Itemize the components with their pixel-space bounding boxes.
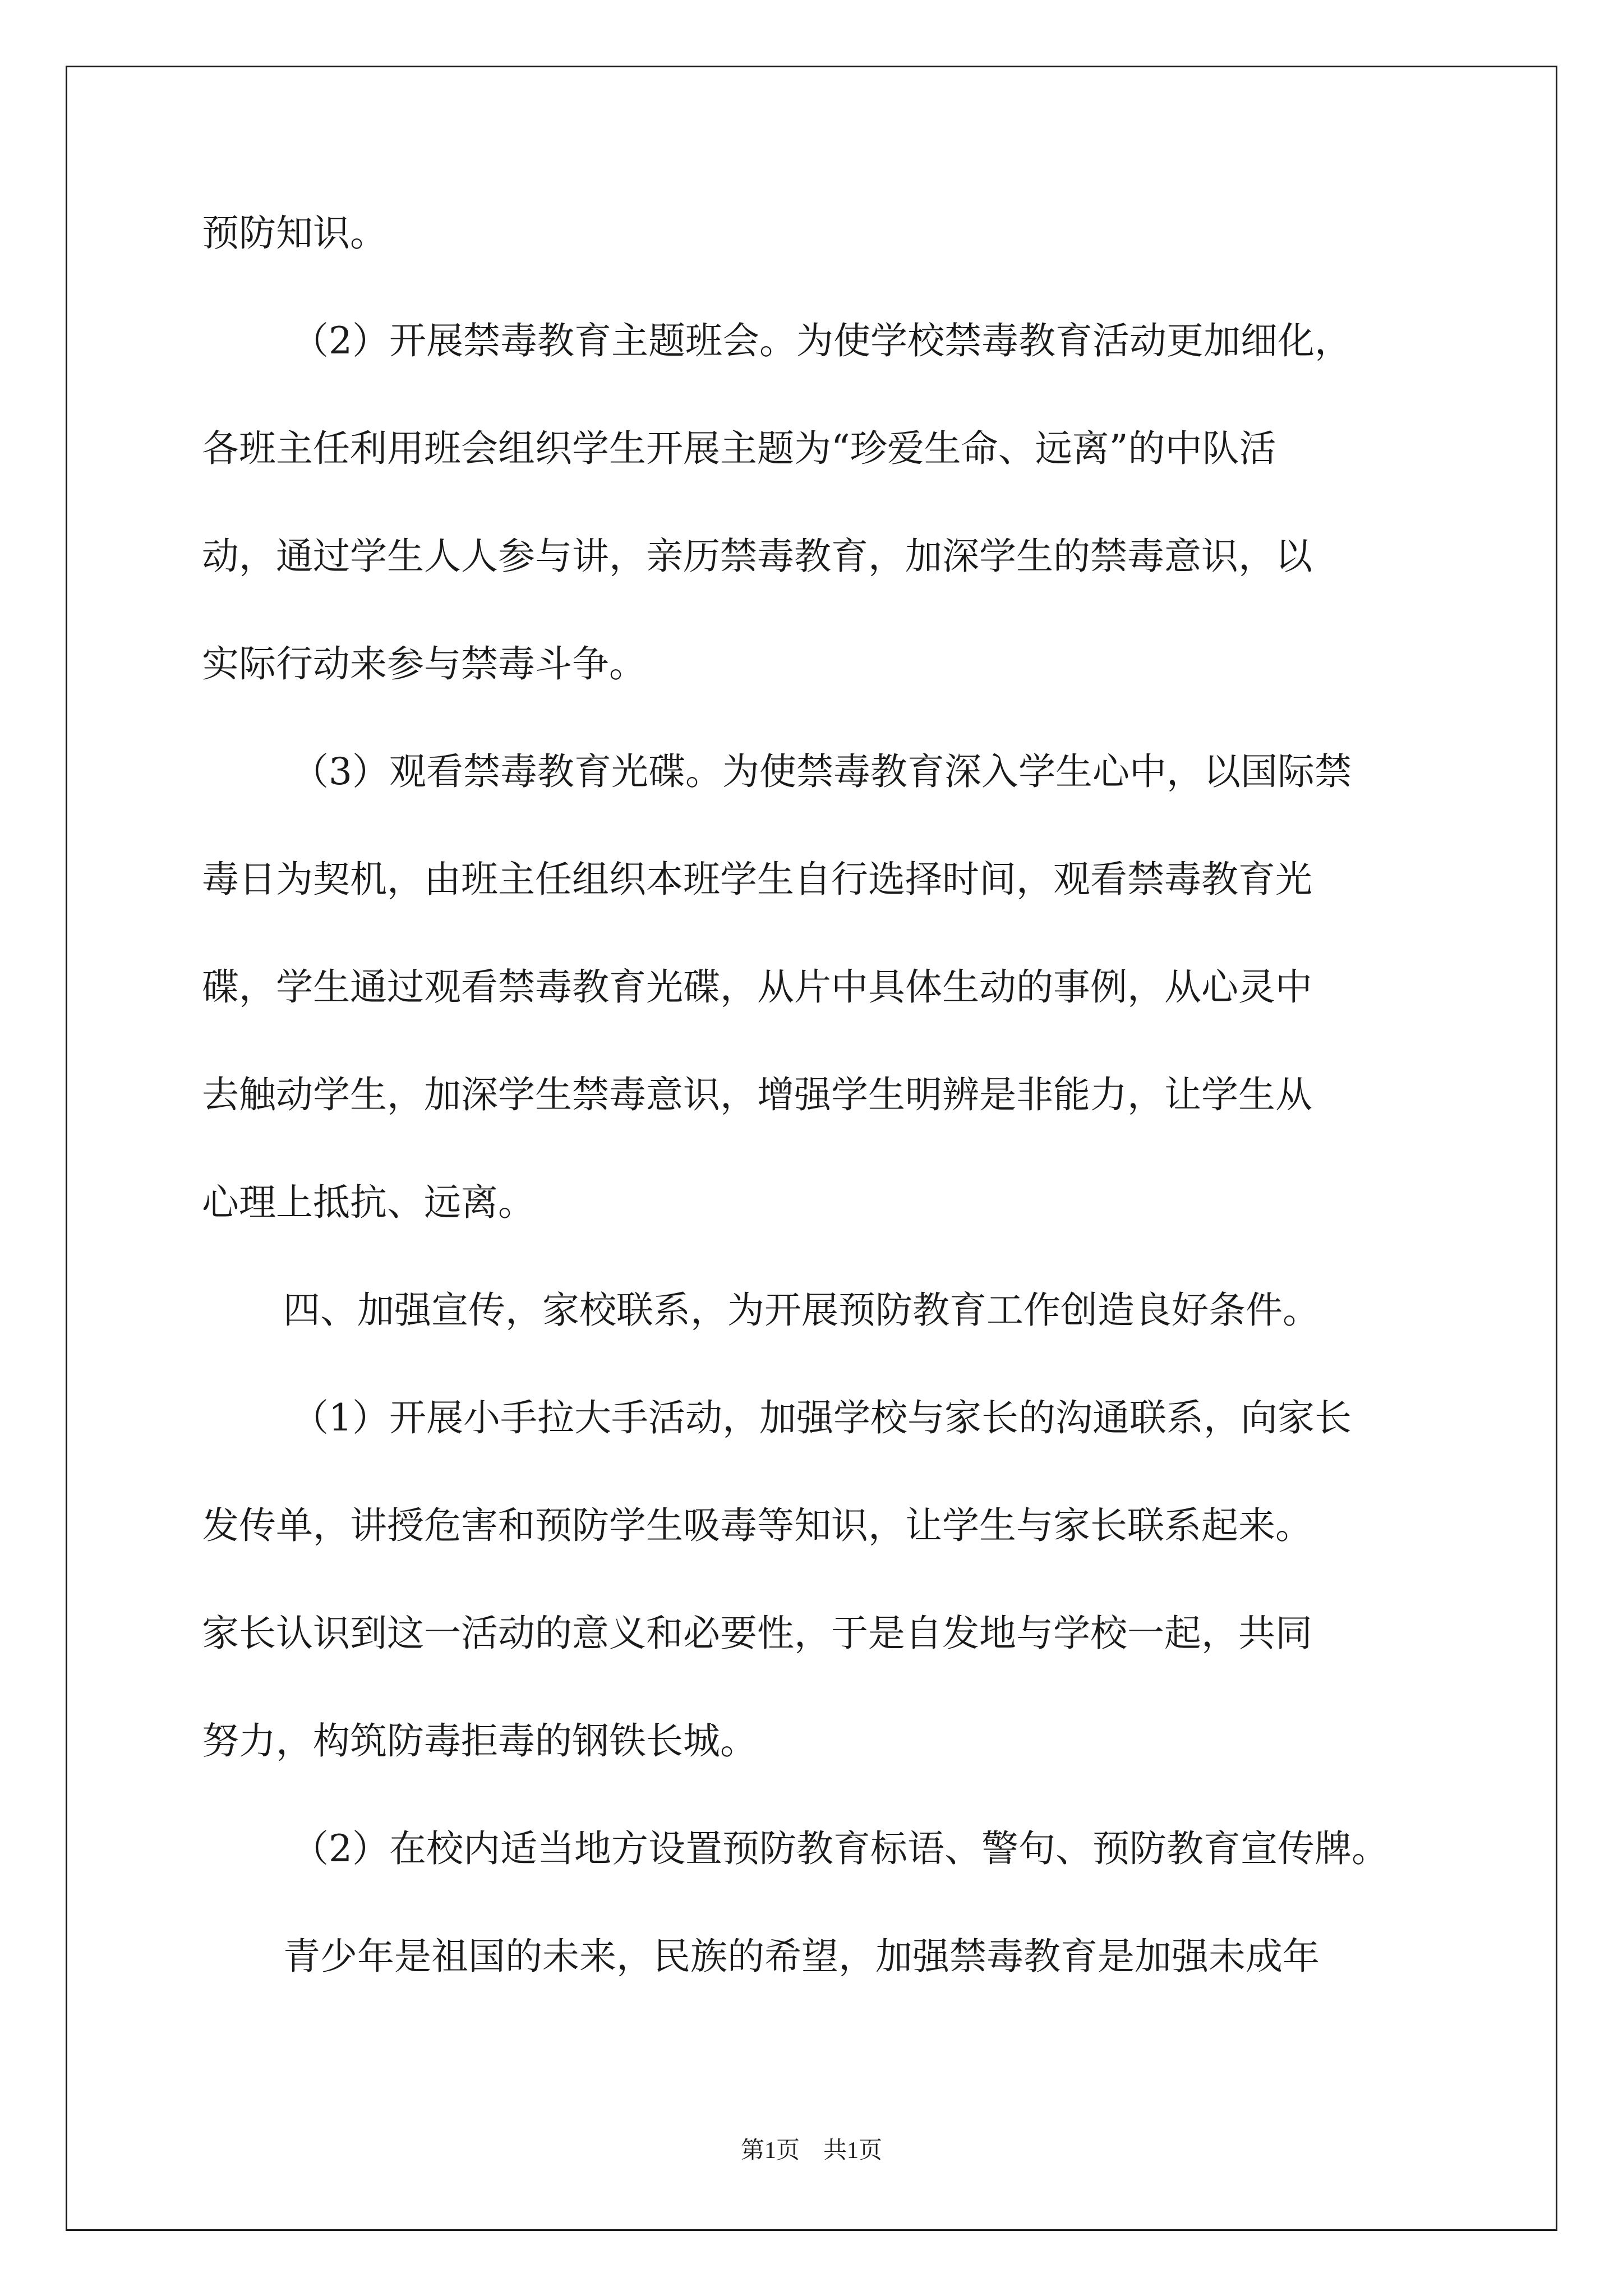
paragraph-line: 家长认识到这一活动的意义和必要性，于是自发地与学校一起，共同 <box>202 1612 1312 1655</box>
paragraph-line: 毒日为契机，由班主任组织本班学生自行选择时间，观看禁毒教育光 <box>202 858 1312 901</box>
paragraph-line: （2）在校内适当地方设置预防教育标语、警句、预防教育宣传牌。 <box>292 1827 1389 1870</box>
page-number: 第1页 共1页 <box>740 2138 882 2164</box>
paragraph-line: 努力，构筑防毒拒毒的钢铁长城。 <box>202 1719 757 1763</box>
paragraph-line: 动，通过学生人人参与讲，亲历禁毒教育，加深学生的禁毒意识，以 <box>202 535 1312 578</box>
paragraph-line: 去触动学生，加深学生禁毒意识，增强学生明辨是非能力，让学生从 <box>202 1073 1312 1116</box>
paragraph-line: （3）观看禁毒教育光碟。为使禁毒教育深入学生心中，以国际禁 <box>292 750 1352 793</box>
document-body <box>202 213 1436 2044</box>
paragraph-line: 青少年是祖国的未来，民族的希望，加强禁毒教育是加强未成年 <box>283 1935 1320 1978</box>
section-heading: 四、加强宣传，家校联系，为开展预防教育工作创造良好条件。 <box>283 1289 1320 1332</box>
paragraph-line: （2）开展禁毒教育主题班会。为使学校禁毒教育活动更加细化， <box>292 319 1352 362</box>
paragraph-line: （1）开展小手拉大手活动，加强学校与家长的沟通联系，向家长 <box>292 1396 1352 1439</box>
paragraph-line: 各班主任利用班会组织学生开展主题为“珍爱生命、远离”的中队活 <box>202 427 1276 470</box>
paragraph-line: 发传单，讲授危害和预防学生吸毒等知识，让学生与家长联系起来。 <box>202 1504 1312 1547</box>
paragraph-line: 碟，学生通过观看禁毒教育光碟，从片中具体生动的事例，从心灵中 <box>202 965 1312 1009</box>
paragraph-line: 实际行动来参与禁毒斗争。 <box>202 642 646 685</box>
paragraph-line: 预防知识。 <box>202 211 387 255</box>
paragraph-line: 心理上抵抗、远离。 <box>202 1181 535 1224</box>
